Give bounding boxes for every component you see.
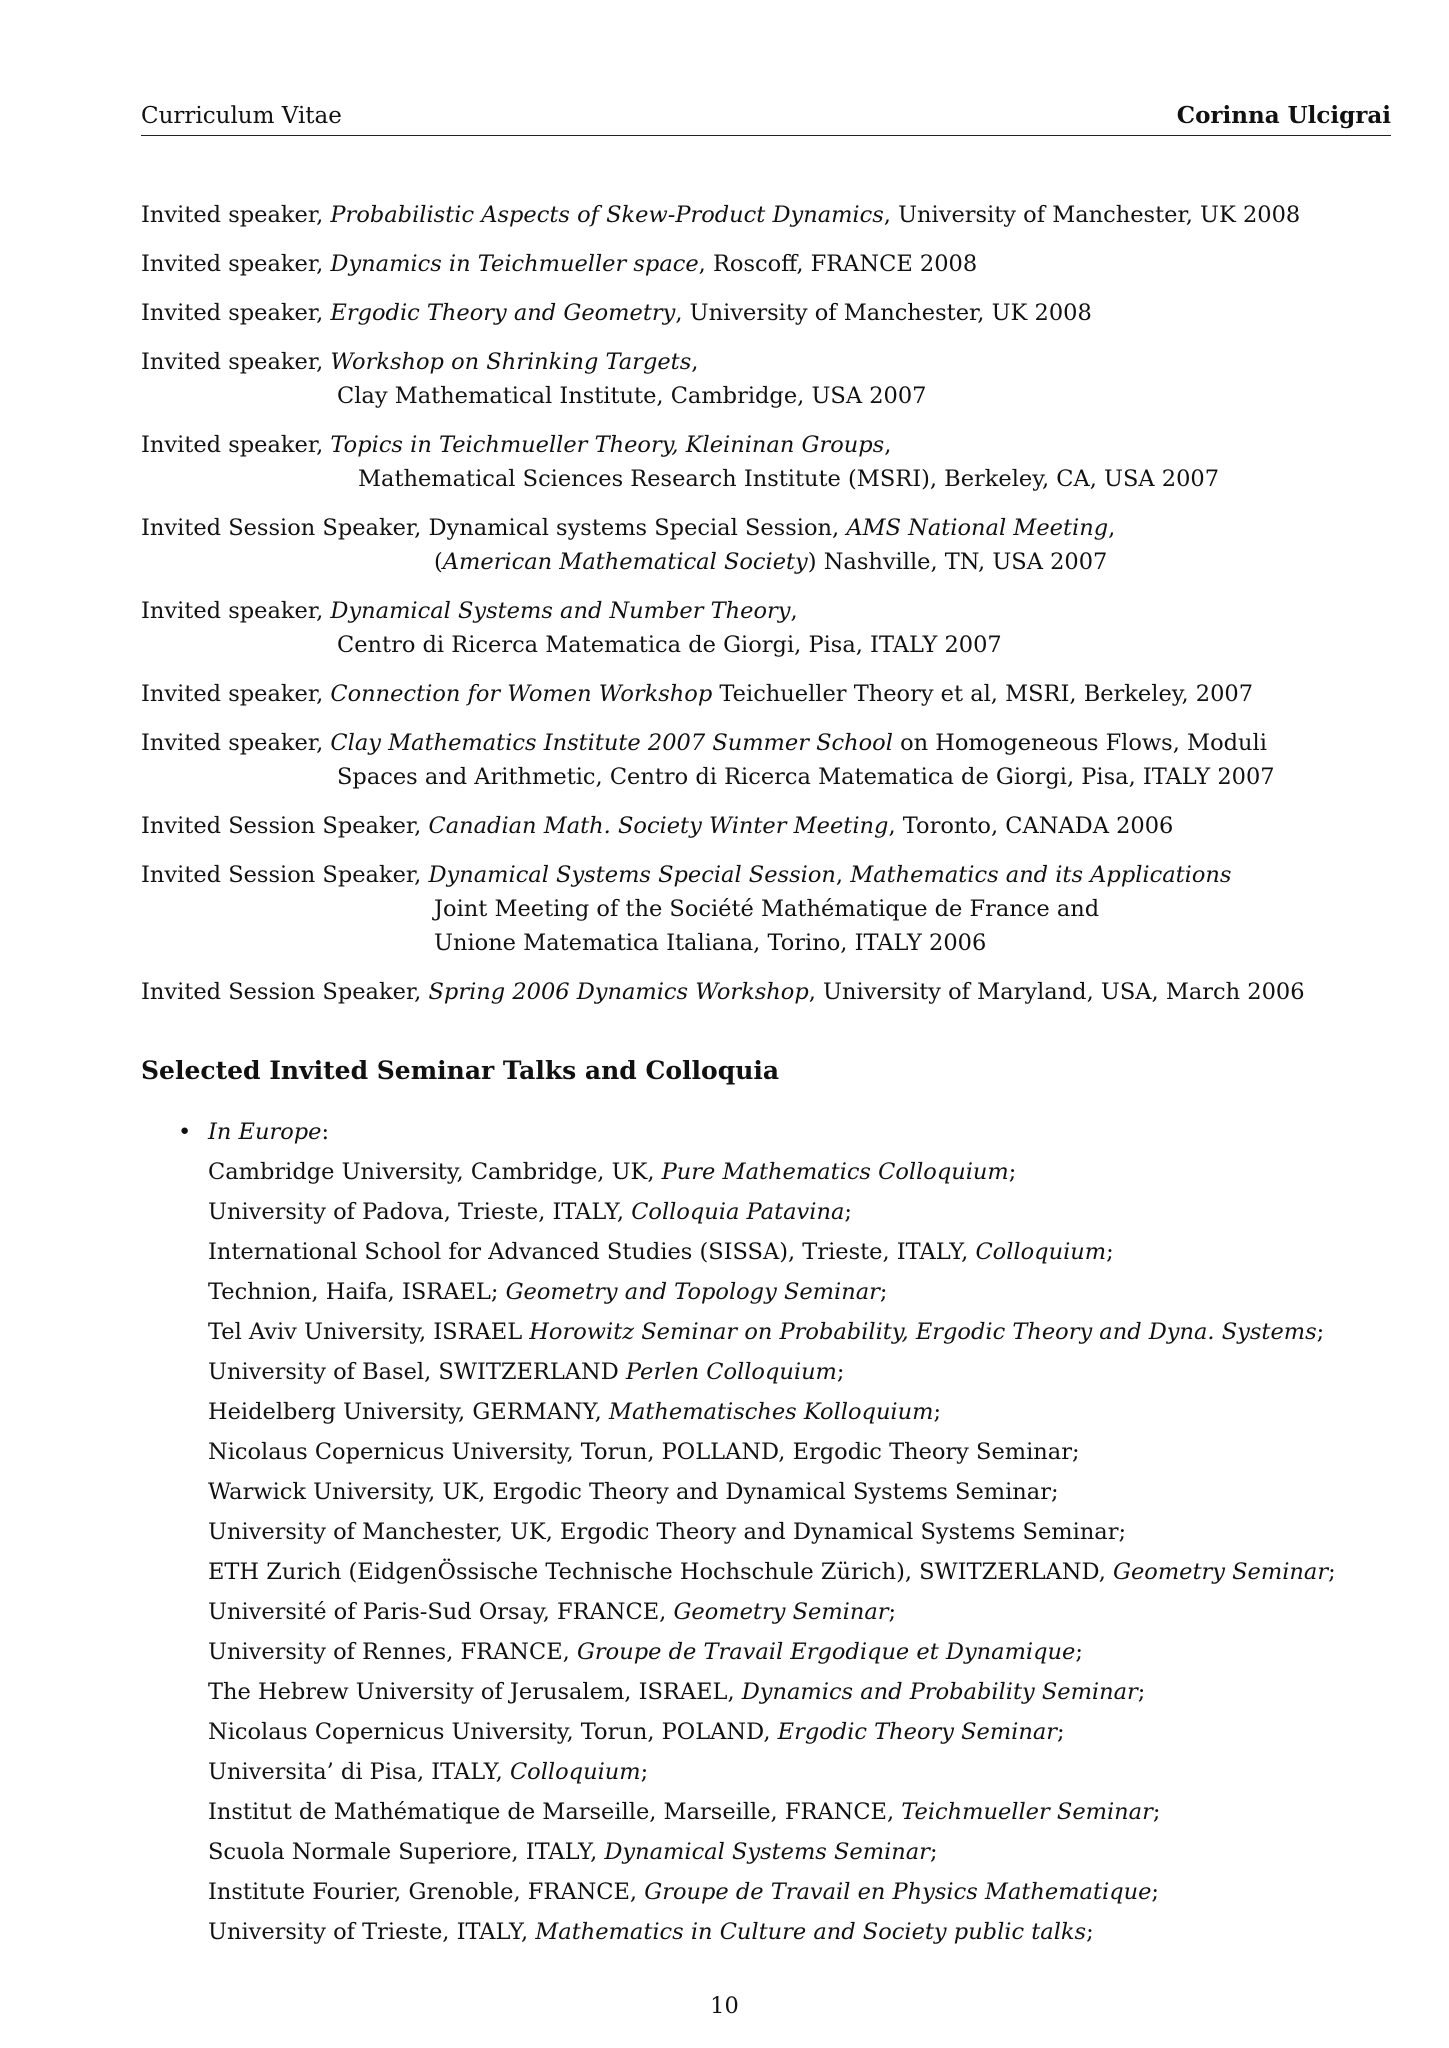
talk-entry [141, 594, 1401, 662]
text: ; [1328, 1559, 1336, 1585]
italic-text: Horowitz Seminar on Probability, Ergodic Theory and Dyna. Systems [529, 1319, 1317, 1345]
text: Dynamical systems Special Session, [428, 515, 847, 541]
talk-entry [141, 428, 1401, 496]
text: , [790, 598, 798, 624]
text: University of Basel, SWITZERLAND [208, 1359, 626, 1385]
talk-role: Invited speaker, [141, 681, 331, 707]
text: University of Trieste, ITALY, [208, 1919, 536, 1945]
seminar-item [208, 1592, 1336, 1632]
region-label: In Europe [208, 1119, 322, 1145]
italic-text: Mathematics in Culture and Society public talks [535, 1919, 1087, 1945]
text: Technion, Haifa, ISRAEL; [208, 1279, 506, 1305]
text: ; [1057, 1719, 1065, 1745]
italic-text: Colloquia Patavina [631, 1199, 845, 1225]
text: ; [1086, 1919, 1094, 1945]
text: , Roscoff, FRANCE 2008 [698, 251, 978, 277]
page-number: 10 [710, 1993, 739, 2019]
text: Mathematical Sciences Research Institute (MSRI), Berkeley, CA, USA 2007 [358, 466, 1220, 492]
text: ; [844, 1199, 852, 1225]
talk-role: Invited Session Speaker, [141, 979, 429, 1005]
text: ; [879, 1279, 888, 1305]
text: , [691, 349, 699, 375]
italic-text: Dynamical Systems and Number Theory [330, 598, 791, 624]
talk-continuation [141, 628, 1401, 662]
text: Institute Fourier, Grenoble, FRANCE, [208, 1879, 645, 1905]
talk-entry [141, 345, 1401, 413]
seminar-item [208, 1672, 1336, 1712]
text: ; [640, 1759, 649, 1785]
text: Unione Matematica Italiana, Torino, ITALY 2006 [434, 930, 987, 956]
italic-text: Geometry Seminar [673, 1599, 889, 1625]
italic-text: Topics in Teichmueller Theory, Kleininan Groups [330, 432, 885, 458]
text: Spaces and Arithmetic, Centro di Ricerca Matematica de Giorgi, Pisa, ITALY 2007 [337, 764, 1275, 790]
seminar-item [208, 1272, 1336, 1312]
text: University of Padova, Trieste, ITALY, [208, 1199, 632, 1225]
bullet-icon: • [178, 1119, 192, 1145]
text: Clay Mathematical Institute, Cambridge, USA 2007 [337, 383, 927, 409]
text: Université of Paris-Sud Orsay, FRANCE, [208, 1599, 674, 1625]
talk-entry [141, 726, 1401, 794]
italic-text: Mathematics and its Applications [850, 862, 1232, 888]
italic-text: Dynamics and Probability Seminar [741, 1679, 1138, 1705]
seminar-list [208, 1152, 1336, 1952]
text: , [835, 862, 851, 888]
talk-role: Invited Session Speaker, [141, 515, 429, 541]
italic-text: Pure Mathematics Colloquium [661, 1159, 1009, 1185]
text: ; [1008, 1159, 1017, 1185]
invited-talks-list [141, 198, 1401, 1024]
text: ; [929, 1839, 938, 1865]
italic-text: Clay Mathematics Institute 2007 Summer School [330, 730, 893, 756]
seminar-item [208, 1392, 1336, 1432]
italic-text: Probabilistic Aspects of Skew-Product Dynamics [330, 202, 884, 228]
text: Nicolaus Copernicus University, Torun, POLAND, [208, 1719, 778, 1745]
region-suffix: : [321, 1119, 330, 1145]
italic-text: Geometry and Topology Seminar [505, 1279, 880, 1305]
talk-role: Invited speaker, [141, 432, 331, 458]
text: Cambridge University, Cambridge, UK, [208, 1159, 662, 1185]
text: ; [933, 1399, 942, 1425]
text: , [1108, 515, 1116, 541]
text: on Homogeneous Flows, Moduli [892, 730, 1267, 756]
text: , Toronto, CANADA 2006 [888, 813, 1174, 839]
italic-text: Workshop on Shrinking Targets [330, 349, 692, 375]
text: , University of Manchester, UK 2008 [675, 300, 1092, 326]
header-title: Curriculum Vitae [141, 103, 342, 129]
italic-text: American Mathematical Society [442, 549, 808, 575]
text: Universita’ di Pisa, ITALY, [208, 1759, 510, 1785]
seminar-item [208, 1832, 1336, 1872]
talk-continuation [141, 379, 1401, 413]
talk-role: Invited speaker, [141, 300, 331, 326]
seminar-item [208, 1632, 1336, 1672]
text: University of Manchester, UK, Ergodic Theory and Dynamical Systems Seminar; [208, 1519, 1127, 1545]
text: , University of Maryland, USA, March 2006 [808, 979, 1305, 1005]
text: The Hebrew University of Jerusalem, ISRAEL, [208, 1679, 742, 1705]
seminar-item [208, 1552, 1336, 1592]
text: Centro di Ricerca Matematica de Giorgi, Pisa, ITALY 2007 [337, 632, 1002, 658]
seminar-item [208, 1152, 1336, 1192]
talk-entry [141, 511, 1401, 579]
italic-text: Teichmueller Seminar [901, 1799, 1153, 1825]
text: ; [1152, 1799, 1161, 1825]
region-list [178, 1112, 329, 1152]
italic-text: Dynamical Systems Special Session [428, 862, 836, 888]
italic-text: Ergodic Theory Seminar [777, 1719, 1058, 1745]
page-header [141, 101, 1391, 136]
region-item-europe [178, 1112, 329, 1152]
seminar-item [208, 1232, 1336, 1272]
italic-text: AMS National Meeting [846, 515, 1109, 541]
section-title: Selected Invited Seminar Talks and Colloquia [141, 1056, 780, 1085]
text: , [884, 432, 892, 458]
italic-text: Geometry Seminar [1113, 1559, 1329, 1585]
talk-role: Invited Session Speaker, [141, 813, 429, 839]
talk-role: Invited Session Speaker, [141, 862, 429, 888]
seminar-item [208, 1912, 1336, 1952]
text: Warwick University, UK, Ergodic Theory and Dynamical Systems Seminar; [208, 1479, 1059, 1505]
text: Nicolaus Copernicus University, Torun, POLLAND, Ergodic Theory Seminar; [208, 1439, 1080, 1465]
italic-text: Mathematisches Kolloquium [608, 1399, 934, 1425]
italic-text: Canadian Math. Society Winter Meeting [428, 813, 889, 839]
seminar-item [208, 1352, 1336, 1392]
seminar-item [208, 1192, 1336, 1232]
italic-text: Dynamical Systems Seminar [604, 1839, 930, 1865]
text: ETH Zurich (EidgenÖssische Technische Hochschule Zürich), SWITZERLAND, [208, 1559, 1113, 1585]
header-author: Corinna Ulcigrai [1176, 102, 1391, 129]
text: Joint Meeting of the Société Mathématique de France and [434, 896, 1100, 922]
seminar-item [208, 1472, 1336, 1512]
text: Teichueller Theory et al, MSRI, Berkeley, 2007 [712, 681, 1254, 707]
text: ; [1316, 1319, 1325, 1345]
seminar-item [208, 1792, 1336, 1832]
italic-text: Perlen Colloquium [625, 1359, 837, 1385]
italic-text: Groupe de Travail en Physics Mathematique [644, 1879, 1152, 1905]
text: Institut de Mathématique de Marseille, Marseille, FRANCE, [208, 1799, 902, 1825]
seminar-item [208, 1712, 1336, 1752]
text: International School for Advanced Studies (SISSA), Trieste, ITALY, [208, 1239, 976, 1265]
talk-role: Invited speaker, [141, 202, 331, 228]
italic-text: Groupe de Travail Ergodique et Dynamique [576, 1639, 1076, 1665]
text: ; [1151, 1879, 1160, 1905]
text: ; [888, 1599, 897, 1625]
talk-entry [141, 677, 1401, 711]
talk-entry [141, 975, 1401, 1009]
text: Tel Aviv University, ISRAEL [208, 1319, 530, 1345]
talk-continuation [141, 892, 1401, 926]
italic-text: Colloquium [975, 1239, 1107, 1265]
talk-role: Invited speaker, [141, 349, 331, 375]
talk-entry [141, 296, 1401, 330]
text: Heidelberg University, GERMANY, [208, 1399, 609, 1425]
talk-continuation [141, 545, 1401, 579]
talk-entry [141, 809, 1401, 843]
seminar-item [208, 1432, 1336, 1472]
talk-role: Invited speaker, [141, 598, 331, 624]
italic-text: Connection for Women Workshop [330, 681, 713, 707]
text: Scuola Normale Superiore, ITALY, [208, 1839, 605, 1865]
text: University of Rennes, FRANCE, [208, 1639, 577, 1665]
text: ; [1106, 1239, 1114, 1265]
text: ; [1075, 1639, 1083, 1665]
italic-text: Spring 2006 Dynamics Workshop [428, 979, 809, 1005]
text: ) Nashville, TN, USA 2007 [807, 549, 1108, 575]
talk-role: Invited speaker, [141, 730, 331, 756]
talk-entry [141, 247, 1401, 281]
talk-continuation [141, 926, 1401, 960]
italic-text: Colloquium [509, 1759, 641, 1785]
seminar-item [208, 1512, 1336, 1552]
seminar-item [208, 1872, 1336, 1912]
text: ; [1137, 1679, 1146, 1705]
talk-continuation [141, 462, 1401, 496]
talk-entry [141, 198, 1401, 232]
text: ; [836, 1359, 845, 1385]
seminar-item [208, 1752, 1336, 1792]
talk-entry [141, 858, 1401, 960]
italic-text: Ergodic Theory and Geometry [330, 300, 676, 326]
text: ( [434, 549, 443, 575]
talk-role: Invited speaker, [141, 251, 331, 277]
talk-continuation [141, 760, 1401, 794]
italic-text: Dynamics in Teichmueller space [330, 251, 699, 277]
seminar-item [208, 1312, 1336, 1352]
text: , University of Manchester, UK 2008 [883, 202, 1301, 228]
